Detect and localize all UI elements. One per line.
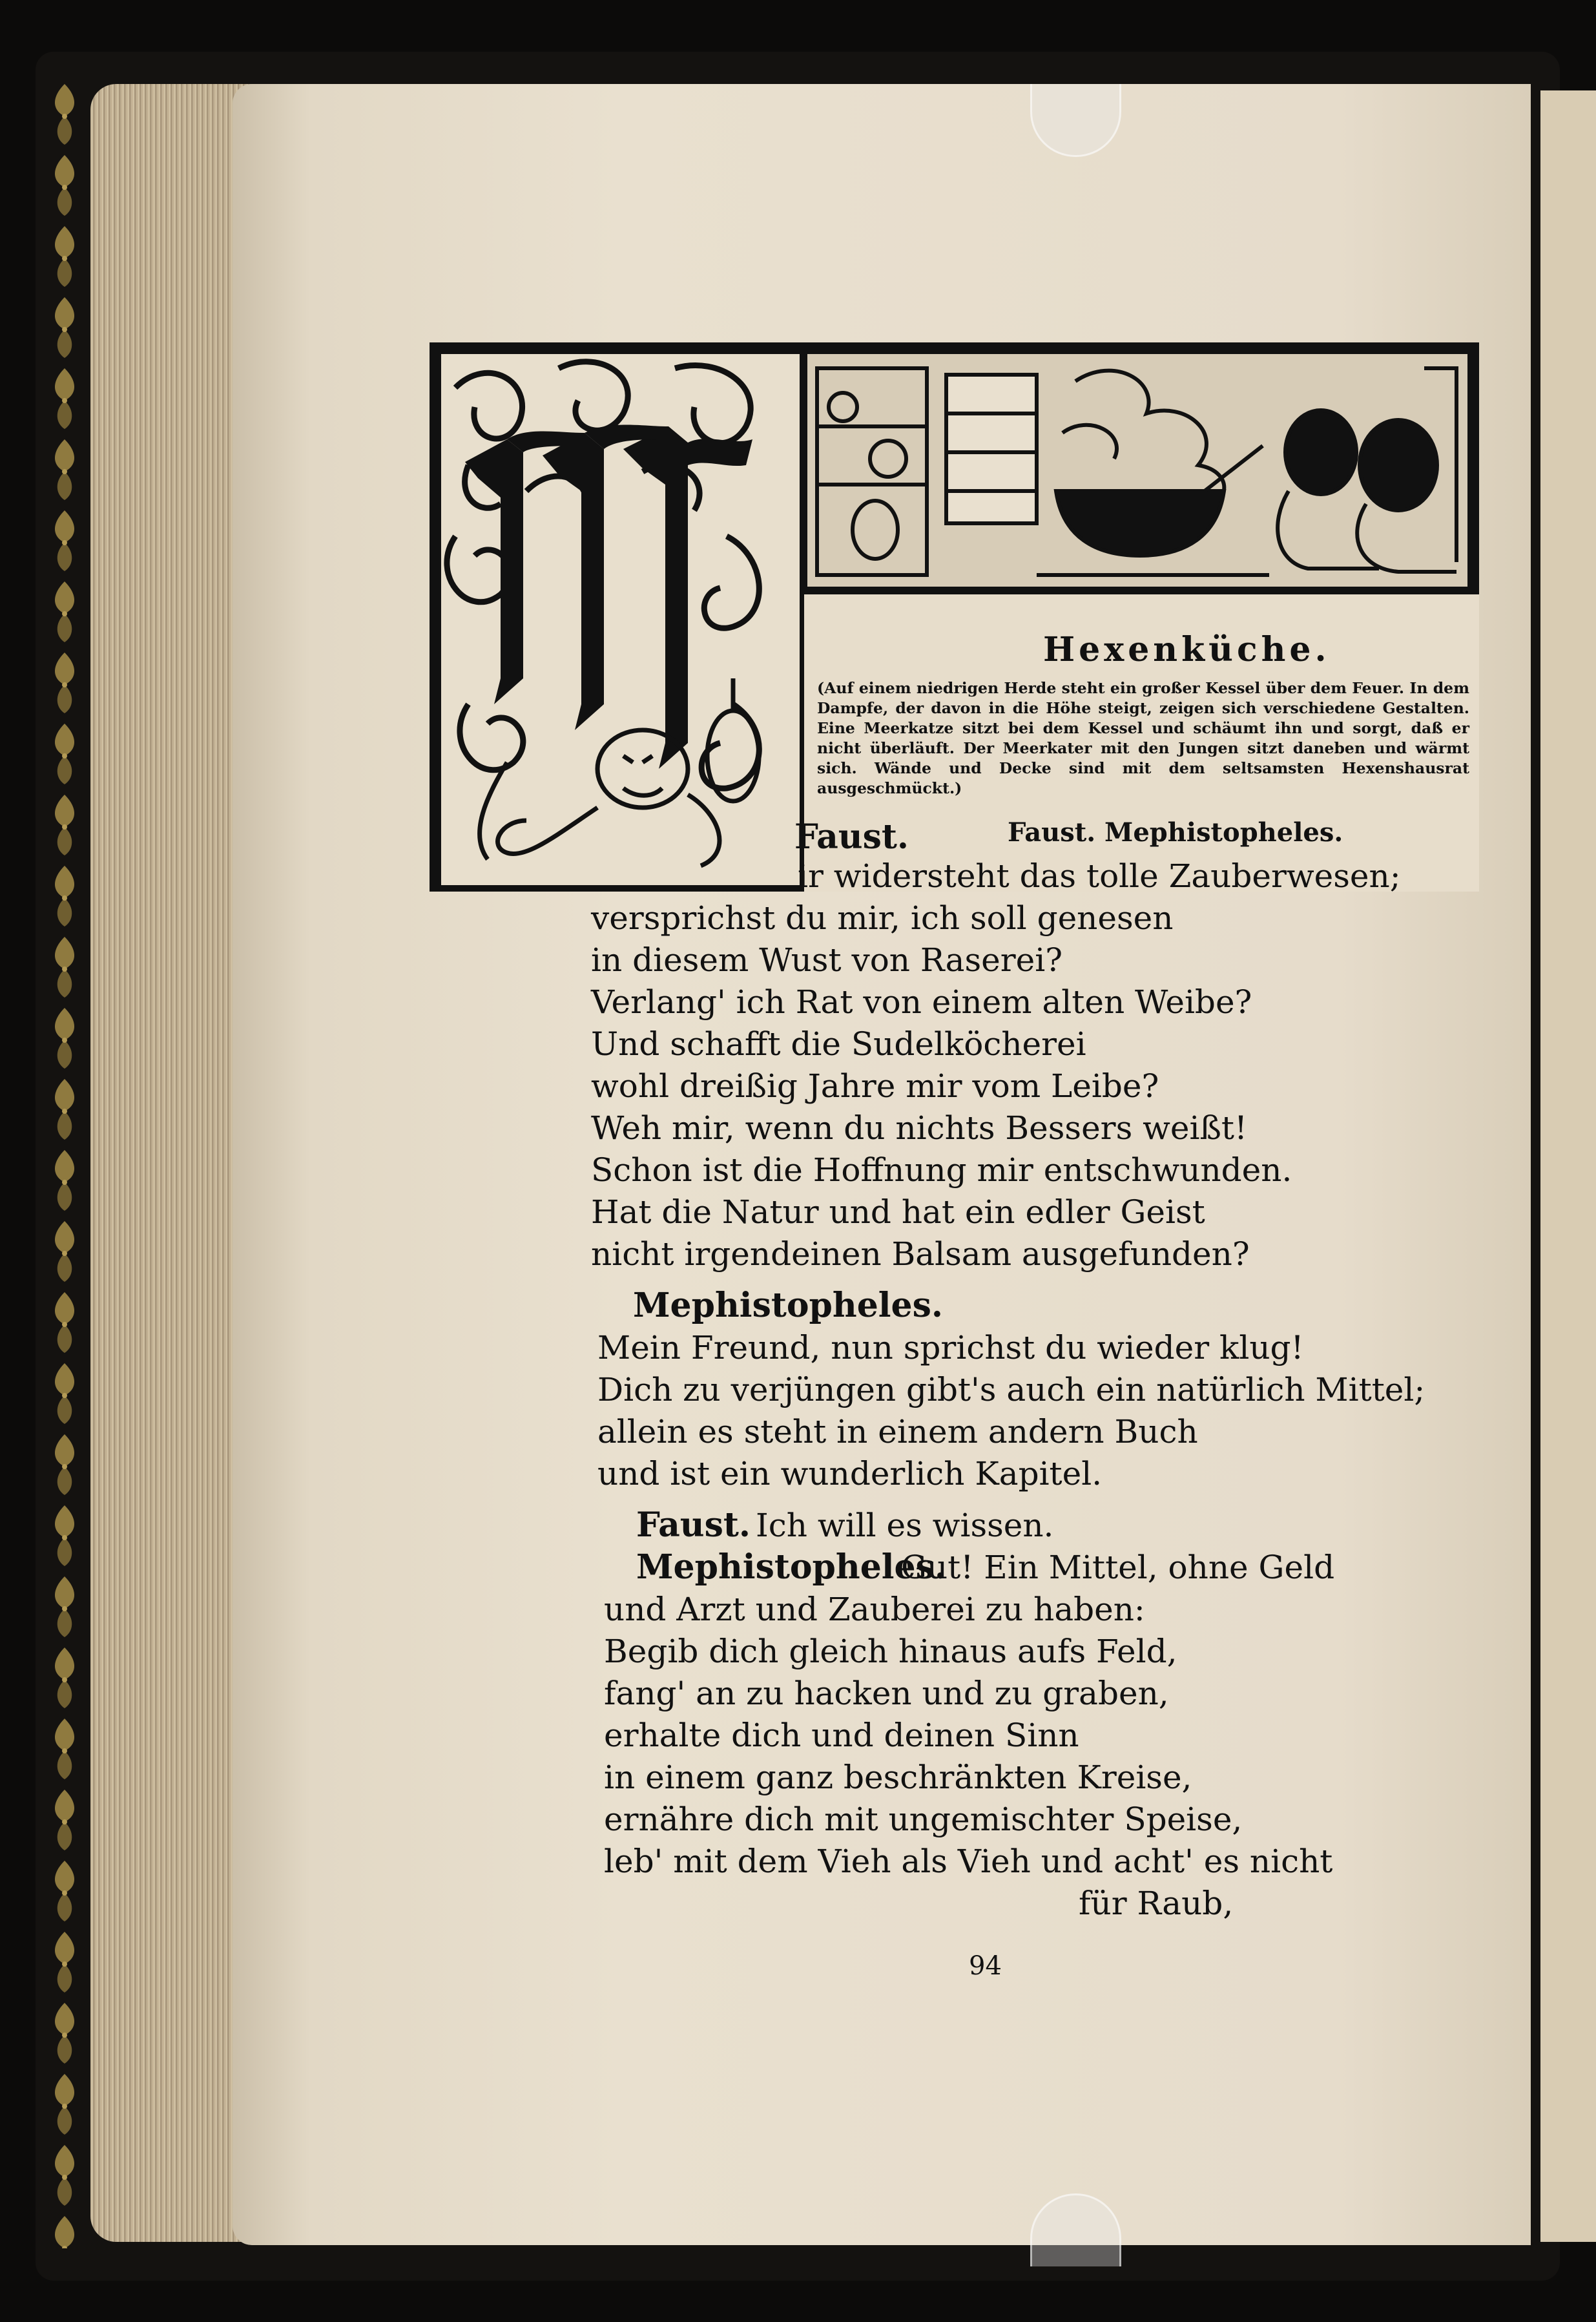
- verse-line-14: und ist ein wunderlich Kapitel.: [597, 1455, 1103, 1492]
- speaker-faust-label-2: Faust.: [636, 1505, 751, 1545]
- woodcut-illustration: [430, 342, 1479, 892]
- page-edges: [90, 84, 252, 2242]
- speaker-faust-label: Faust.: [794, 817, 909, 857]
- scene-title: Hexenküche.: [1043, 630, 1331, 669]
- verse-line-22: ernähre dich mit ungemischter Speise,: [604, 1801, 1243, 1838]
- verse-line-9: Hat die Natur und hat ein edler Geist: [591, 1193, 1205, 1231]
- verse-line-1: ir widersteht das tolle Zauberwesen;: [798, 857, 1401, 895]
- speakers-entering: Faust. Mephistopheles.: [1008, 817, 1343, 848]
- verse-line-4: Verlang' ich Rat von einem alten Weibe?: [591, 983, 1252, 1021]
- gilt-ornament-border: [45, 78, 84, 2248]
- verse-line-17: und Arzt und Zauberei zu haben:: [604, 1591, 1145, 1628]
- verse-line-24: für Raub,: [1079, 1885, 1234, 1922]
- verse-line-15: Ich will es wissen.: [756, 1507, 1054, 1544]
- page-number: 94: [969, 1951, 1002, 1981]
- verse-line-20: erhalte dich und deinen Sinn: [604, 1717, 1079, 1754]
- verse-line-13: allein es steht in einem andern Buch: [597, 1413, 1198, 1450]
- speaker-mephistopheles-label-2: Mephistopheles.: [636, 1547, 947, 1587]
- verse-line-19: fang' an zu hacken und zu graben,: [604, 1675, 1169, 1712]
- verse-line-11: Mein Freund, nun sprichst du wieder klug!: [597, 1329, 1304, 1366]
- verse-line-16: Gut! Ein Mittel, ohne Geld: [901, 1549, 1335, 1586]
- facing-page-edge: [1540, 90, 1596, 2242]
- verse-line-2: versprichst du mir, ich soll genesen: [591, 899, 1174, 937]
- verse-line-8: Schon ist die Hoffnung mir entschwunden.: [591, 1151, 1292, 1189]
- verse-line-12: Dich zu verjüngen gibt's auch ein natürlich Mittel;: [597, 1371, 1425, 1408]
- stage-direction: (Auf einem niedrigen Herde steht ein großer Kessel über dem Feuer. In dem Dampfe, der davon in die Höhe steigt, zeigen sich verschiedene Gestalten. Eine Meerkatze sitzt bei dem Kessel und schäumt ihn und sorgt, daß er nicht überläuft. Der Meerkater mit den Jungen sitzt daneben und wärmt sich. Wände und Decke sind mit dem seltsamsten Hexenshausrat ausgeschmückt.): [817, 679, 1469, 797]
- verse-line-3: in diesem Wust von Raserei?: [591, 941, 1063, 979]
- verse-line-18: Begib dich gleich hinaus aufs Feld,: [604, 1633, 1177, 1670]
- verse-line-5: Und schafft die Sudelköcherei: [591, 1025, 1086, 1063]
- verse-line-21: in einem ganz beschränkten Kreise,: [604, 1759, 1192, 1796]
- verse-line-7: Weh mir, wenn du nichts Bessers weißt!: [591, 1109, 1248, 1147]
- verse-line-6: wohl dreißig Jahre mir vom Leibe?: [591, 1067, 1159, 1105]
- verse-line-10: nicht irgendeinen Balsam ausgefunden?: [591, 1235, 1250, 1273]
- speaker-mephistopheles-label: Mephistopheles.: [633, 1286, 944, 1325]
- verse-line-23: leb' mit dem Vieh als Vieh und acht' es nicht: [604, 1843, 1333, 1880]
